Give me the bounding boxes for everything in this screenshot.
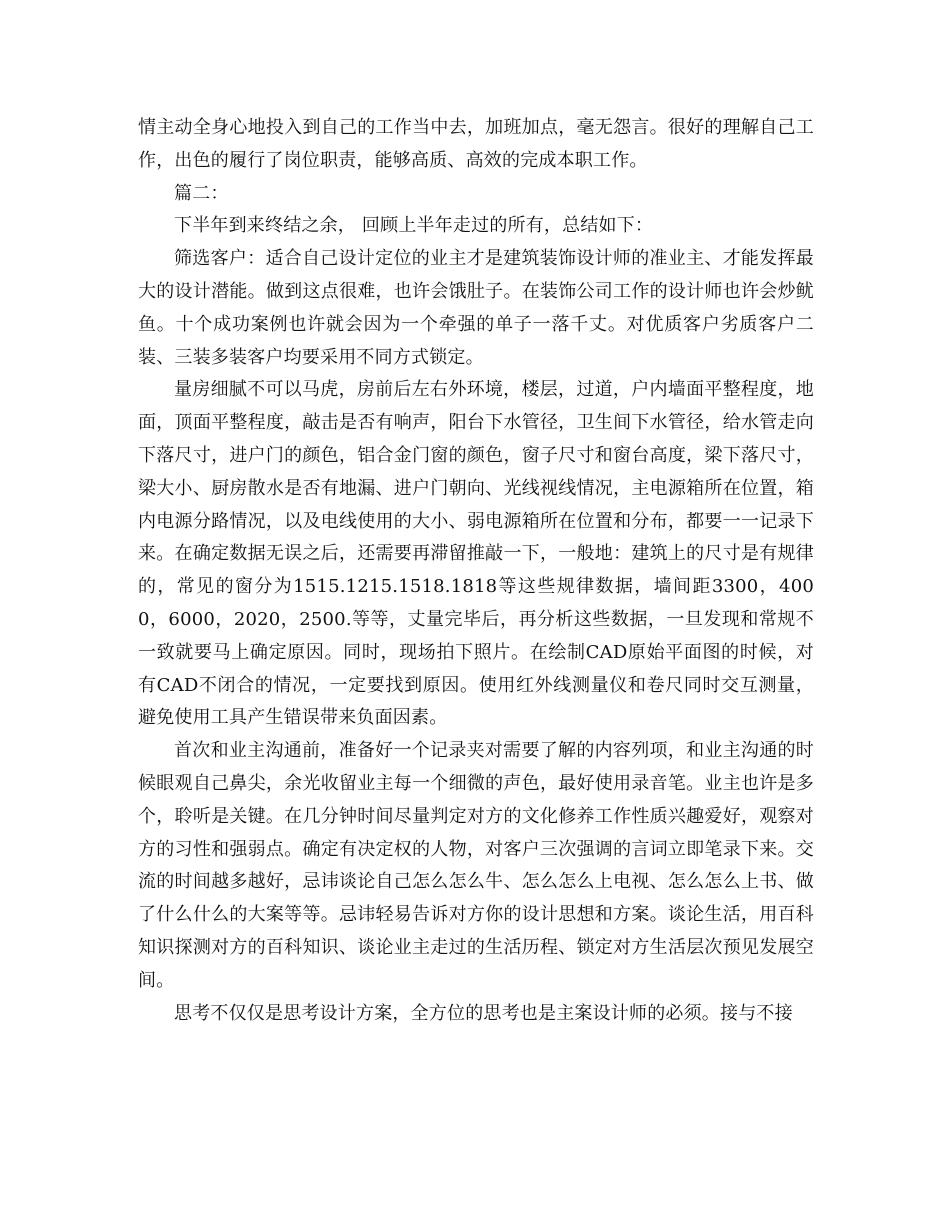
- paragraph-room-measurement: 量房细腻不可以马虎，房前后左右外环境，楼层，过道，户内墙面平整程度，地面，顶面平整程度，敲击是否有响声，阳台下水管径，卫生间下水管径，给水管走向下落尺寸，进户门的颜色，铝合金门窗的颜色，窗子尺寸和窗台高度，梁下落尺寸，梁大小、厨房散水是否有地漏、进户门朝向、光线视线情况，主电源箱所在位置，箱内电源分路情况，以及电线使用的大小、弱电源箱所在位置和分布，都要一一记录下来。在确定数据无误之后，还需要再滞留推敲一下，一般地：建筑上的尺寸是有规律的，常见的窗分为1515.1215.1518.1818等这些规律数据，墙间距3300，4000，6000，2020，2500.等等，丈量完毕后，再分析这些数据，一旦发现和常规不一致就要马上确定原因。同时，现场拍下照片。在绘制CAD原始平面图的时候，对有CAD不闭合的情况，一定要找到原因。使用红外线测量仪和卷尺同时交互测量，避免使用工具产生错误带来负面因素。: [138, 379, 814, 729]
- paragraph-customer-selection: 筛选客户：适合自己设计定位的业主才是建筑装饰设计师的准业主、才能发挥最大的设计潜能。做到这点很难，也许会饿肚子。在装饰公司工作的设计师也许会炒鱿鱼。十个成功案例也许就会因为一个牵强的单子一落千丈。对优质客户劣质客户二装、三装多装客户均要采用不同方式锁定。: [138, 248, 814, 368]
- paragraph-intro: 下半年到来终结之余， 回顾上半年走过的所有，总结如下：: [174, 215, 654, 237]
- paragraph-continuation: 情主动全身心地投入到自己的工作当中去，加班加点，毫无怨言。很好的理解自己工作，出色的履行了岗位职责，能够高质、高效的完成本职工作。: [138, 117, 814, 171]
- paragraph-client-communication: 首次和业主沟通前，准备好一个记录夹对需要了解的内容列项，和业主沟通的时候眼观自己鼻尖，余光收留业主每一个细微的声色，最好使用录音笔。业主也许是多个，聆听是关键。在几分钟时间尽量判定对方的文化修养工作性质兴趣爱好，观察对方的习性和强弱点。确定有决定权的人物，对客户三次强调的言词立即笔录下来。交流的时间越多越好，忌讳谈论自己怎么怎么牛、怎么怎么上电视、怎么怎么上书、做了什么什么的大案等等。忌讳轻易告诉对方你的设计思想和方案。谈论生活，用百科知识探测对方的百科知识、谈论业主走过的生活历程、锁定对方生活层次预见发展空间。: [138, 740, 814, 991]
- paragraph-thinking: 思考不仅仅是思考设计方案，全方位的思考也是主案设计师的必须。接与不接: [174, 1002, 793, 1024]
- document-page: [138, 112, 814, 1030]
- section-heading: 篇二：: [174, 182, 229, 204]
